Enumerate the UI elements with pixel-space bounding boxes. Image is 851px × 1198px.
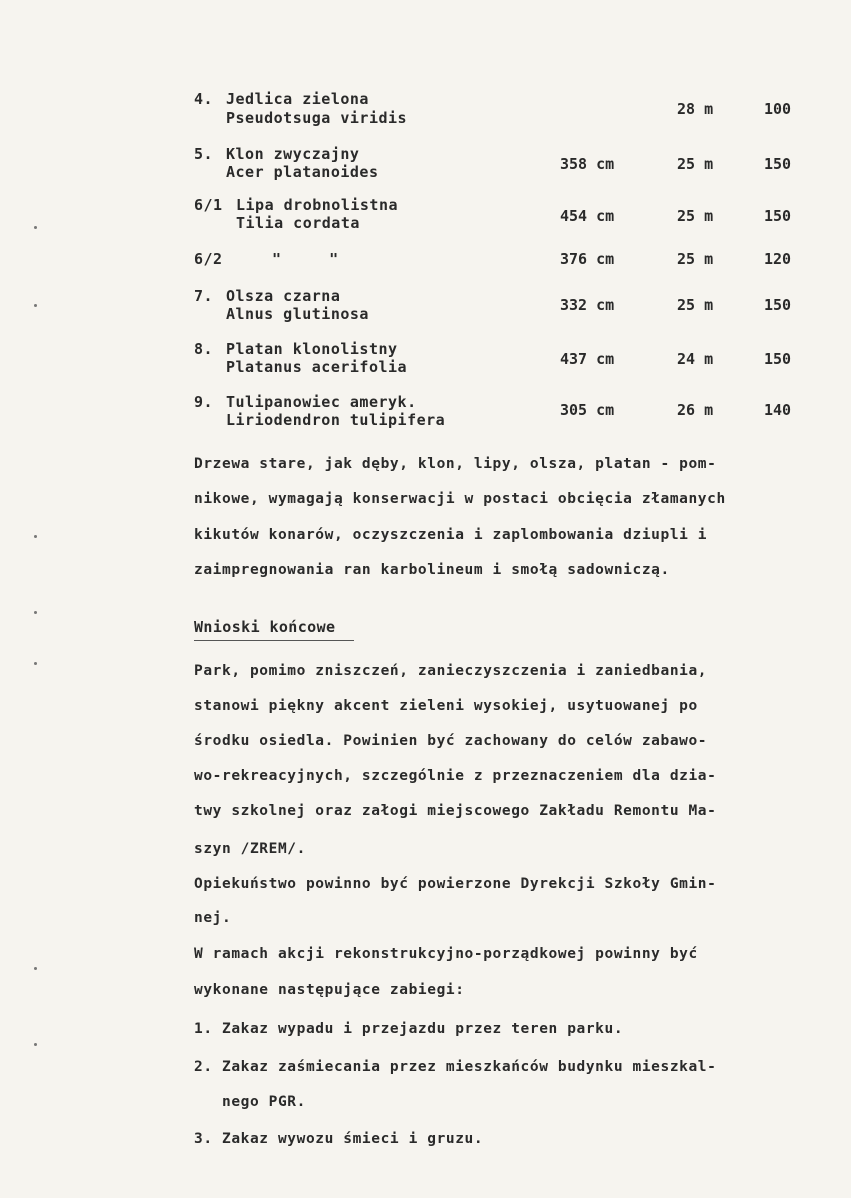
list-item: 1. Zakaz wypadu i przejazdu przez teren parku.: [194, 1021, 624, 1037]
paragraph-line: nikowe, wymagają konserwacji w postaci obcięcia złamanych: [194, 491, 726, 507]
list-item: 3. Zakaz wywozu śmieci i gruzu.: [194, 1131, 484, 1147]
tree-girth: 454 cm: [560, 207, 615, 225]
tree-polish-name: " ": [272, 250, 339, 268]
list-item: nego PGR.: [194, 1094, 306, 1110]
tree-polish-name: Platan klonolistny: [226, 340, 398, 358]
tree-number: 9.: [194, 393, 214, 411]
tree-latin-name: Tilia cordata: [236, 214, 360, 232]
punch-hole-mark: [34, 1043, 37, 1046]
tree-latin-name: Pseudotsuga viridis: [226, 109, 408, 127]
tree-height: 26 m: [677, 401, 714, 419]
section-heading: Wnioski końcowe: [194, 618, 336, 636]
tree-latin-name: Alnus glutinosa: [226, 305, 369, 323]
tree-number: 4.: [194, 90, 214, 108]
tree-number: 8.: [194, 340, 214, 358]
paragraph-line: kikutów konarów, oczyszczenia i zaplombowania dziupli i: [194, 527, 708, 543]
punch-hole-mark: [34, 226, 37, 229]
tree-row: [0, 287, 851, 331]
paragraph-line: środku osiedla. Powinien być zachowany do celów zabawo-: [194, 733, 708, 749]
paragraph-line: W ramach akcji rekonstrukcyjno-porządkowej powinny być: [194, 946, 698, 962]
paragraph-line: Drzewa stare, jak dęby, klon, lipy, olsza, platan - pom-: [194, 456, 717, 472]
tree-girth: 437 cm: [560, 350, 615, 368]
tree-girth: 376 cm: [560, 250, 615, 268]
tree-polish-name: Tulipanowiec ameryk.: [226, 393, 417, 411]
paragraph-line: stanowi piękny akcent zieleni wysokiej, usytuowanej po: [194, 698, 698, 714]
tree-age: 150: [764, 207, 792, 225]
paragraph-line: zaimpregnowania ran karbolineum i smołą sadowniczą.: [194, 562, 670, 578]
tree-polish-name: Klon zwyczajny: [226, 145, 360, 163]
tree-height: 28 m: [677, 100, 714, 118]
tree-girth: 332 cm: [560, 296, 615, 314]
tree-row: [0, 145, 851, 189]
tree-latin-name: Liriodendron tulipifera: [226, 411, 446, 429]
tree-height: 25 m: [677, 250, 714, 268]
tree-polish-name: Lipa drobnolistna: [236, 196, 399, 214]
paragraph-line: Opiekuństwo powinno być powierzone Dyrekcji Szkoły Gmin-: [194, 876, 717, 892]
tree-girth: 358 cm: [560, 155, 615, 173]
tree-polish-name: Jedlica zielona: [226, 90, 369, 108]
tree-row: [0, 393, 851, 437]
tree-number: 6/1: [194, 196, 223, 214]
paragraph-line: twy szkolnej oraz załogi miejscowego Zakładu Remontu Ma-: [194, 803, 717, 819]
tree-age: 150: [764, 350, 792, 368]
punch-hole-mark: [34, 662, 37, 665]
punch-hole-mark: [34, 304, 37, 307]
tree-height: 25 m: [677, 207, 714, 225]
list-item: 2. Zakaz zaśmiecania przez mieszkańców budynku mieszkal-: [194, 1059, 717, 1075]
paragraph-line: szyn /ZREM/.: [194, 841, 306, 857]
tree-row: [0, 196, 851, 240]
tree-height: 25 m: [677, 296, 714, 314]
tree-number: 7.: [194, 287, 214, 305]
heading-underline: [194, 640, 354, 641]
tree-girth: 305 cm: [560, 401, 615, 419]
punch-hole-mark: [34, 535, 37, 538]
tree-age: 120: [764, 250, 792, 268]
paragraph-line: wykonane następujące zabiegi:: [194, 982, 465, 998]
tree-row: [0, 90, 851, 134]
tree-number: 5.: [194, 145, 214, 163]
tree-number: 6/2: [194, 250, 223, 268]
tree-row: [0, 340, 851, 384]
paragraph-line: Park, pomimo zniszczeń, zanieczyszczenia i zaniedbania,: [194, 663, 708, 679]
tree-latin-name: Acer platanoides: [226, 163, 379, 181]
tree-height: 25 m: [677, 155, 714, 173]
tree-height: 24 m: [677, 350, 714, 368]
punch-hole-mark: [34, 967, 37, 970]
tree-age: 150: [764, 155, 792, 173]
tree-age: 100: [764, 100, 792, 118]
punch-hole-mark: [34, 611, 37, 614]
paragraph-line: wo-rekreacyjnych, szczególnie z przeznaczeniem dla dzia-: [194, 768, 717, 784]
paragraph-line: nej.: [194, 910, 232, 926]
tree-age: 150: [764, 296, 792, 314]
tree-age: 140: [764, 401, 792, 419]
tree-latin-name: Platanus acerifolia: [226, 358, 408, 376]
tree-polish-name: Olsza czarna: [226, 287, 341, 305]
